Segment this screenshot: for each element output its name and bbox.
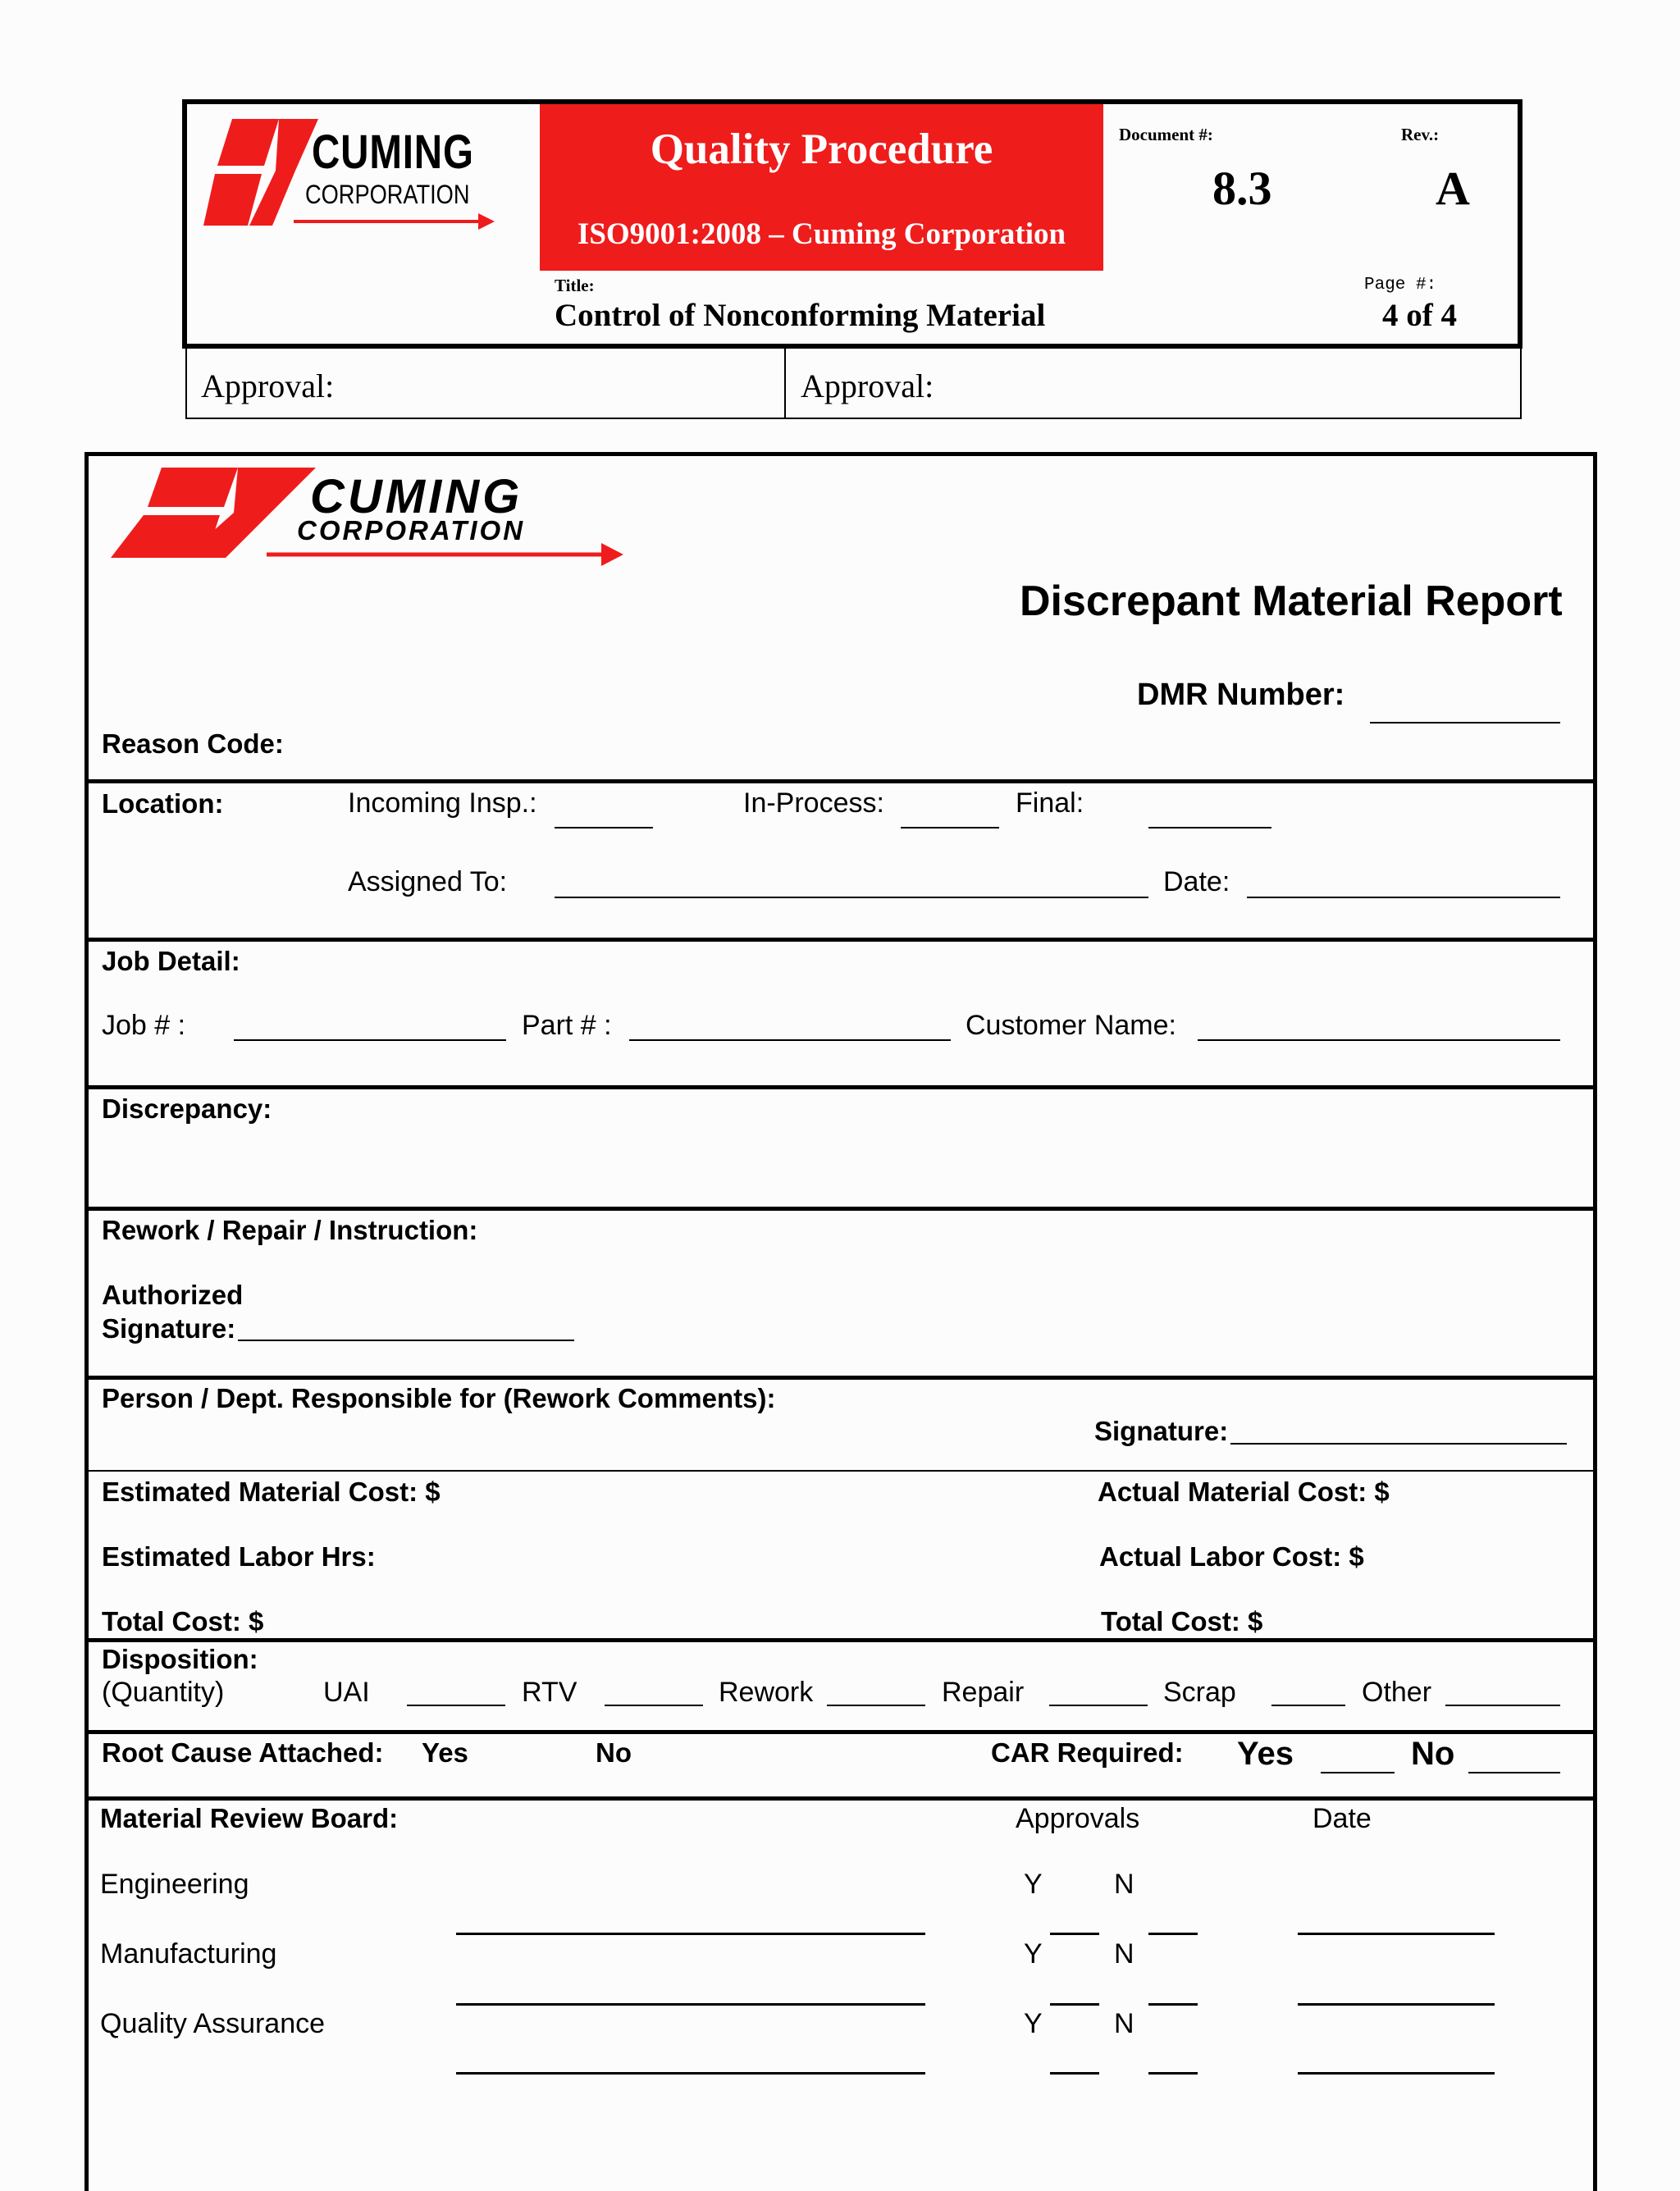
root-cause-yes[interactable]: Yes <box>422 1737 468 1768</box>
incoming-insp-label: Incoming Insp.: <box>348 787 537 819</box>
logo-red-block <box>217 119 279 166</box>
rework-disp-label: Rework <box>719 1677 814 1708</box>
responsible-signature-field[interactable] <box>1230 1443 1567 1445</box>
total-cost-left-label: Total Cost: $ <box>102 1606 264 1636</box>
uai-label: UAI <box>323 1677 370 1708</box>
scrap-field[interactable] <box>1271 1705 1345 1706</box>
final-label: Final: <box>1016 787 1084 819</box>
part-number-label: Part # : <box>522 1010 612 1041</box>
rework-disp-field[interactable] <box>827 1705 925 1706</box>
dmr-number-field[interactable] <box>1370 722 1560 723</box>
date-label: Date: <box>1163 866 1230 897</box>
section-divider <box>86 1376 1596 1380</box>
car-yes[interactable]: Yes <box>1237 1736 1294 1772</box>
rtv-field[interactable] <box>605 1705 703 1706</box>
logo-red-block <box>203 174 262 226</box>
section-divider <box>86 1638 1596 1642</box>
part-number-field[interactable] <box>629 1039 951 1041</box>
logo-arrow-head <box>601 543 623 566</box>
mrb-yes-label: Y <box>1024 1869 1043 1900</box>
disposition-label: Disposition: <box>102 1644 258 1674</box>
quantity-label: (Quantity) <box>102 1677 225 1708</box>
banner-title: Quality Procedure <box>650 126 993 173</box>
authorized-signature-field[interactable] <box>238 1340 574 1341</box>
mrb-no-label: N <box>1114 1869 1134 1900</box>
approval-right-label[interactable]: Approval: <box>801 367 934 404</box>
banner-subtitle: ISO9001:2008 – Cuming Corporation <box>577 217 1066 251</box>
mrb-no-field[interactable] <box>1148 2072 1198 2075</box>
car-required-label: CAR Required: <box>991 1737 1184 1768</box>
est-labor-hrs-label: Estimated Labor Hrs: <box>102 1541 376 1572</box>
uai-field[interactable] <box>407 1705 505 1706</box>
incoming-insp-field[interactable] <box>555 827 653 828</box>
mrb-no-label: N <box>1114 2008 1134 2039</box>
mrb-signature-field[interactable] <box>456 2003 925 2006</box>
total-cost-right-label: Total Cost: $ <box>1101 1606 1263 1636</box>
form-logo-text: CUMING <box>310 470 523 523</box>
mrb-yes-field[interactable] <box>1050 2072 1099 2075</box>
title-label: Title: <box>555 276 595 295</box>
mrb-date-field[interactable] <box>1298 1933 1495 1935</box>
form-logo-sub: CORPORATION <box>297 515 526 545</box>
section-divider <box>86 938 1596 942</box>
title-value: Control of Nonconforming Material <box>555 298 1046 333</box>
section-divider <box>86 1207 1596 1211</box>
actual-labor-cost-label: Actual Labor Cost: $ <box>1099 1541 1364 1572</box>
logo-arrow-head <box>478 213 495 230</box>
repair-field[interactable] <box>1049 1705 1148 1706</box>
rev-label: Rev.: <box>1401 125 1440 144</box>
job-detail-label: Job Detail: <box>102 946 240 976</box>
dmr-number-label: DMR Number: <box>1137 678 1345 712</box>
mrb-no-label: N <box>1114 1938 1134 1970</box>
mrb-yes-field[interactable] <box>1050 1933 1099 1935</box>
page-value: 4 of 4 <box>1382 298 1457 333</box>
dmr-form-border <box>84 452 1597 2191</box>
scrap-label: Scrap <box>1163 1677 1236 1708</box>
mrb-approvals-header: Approvals <box>1016 1803 1140 1834</box>
section-divider <box>86 1730 1596 1734</box>
car-no-field[interactable] <box>1468 1772 1560 1773</box>
est-material-cost-label: Estimated Material Cost: $ <box>102 1477 441 1507</box>
car-yes-field[interactable] <box>1321 1772 1395 1773</box>
mrb-yes-label: Y <box>1024 2008 1043 2039</box>
reason-code-label: Reason Code: <box>102 728 284 759</box>
mrb-signature-field[interactable] <box>456 1933 925 1935</box>
authorized-signature-label: Signature: <box>102 1313 236 1344</box>
customer-name-field[interactable] <box>1198 1039 1560 1041</box>
header-logo-sub: CORPORATION <box>305 180 470 209</box>
other-field[interactable] <box>1445 1705 1560 1706</box>
page-label: Page #: <box>1364 276 1437 294</box>
final-field[interactable] <box>1148 827 1271 828</box>
actual-material-cost-label: Actual Material Cost: $ <box>1098 1477 1390 1507</box>
header-logo-text: CUMING <box>312 126 474 179</box>
customer-name-label: Customer Name: <box>966 1010 1176 1041</box>
assigned-to-field[interactable] <box>555 897 1148 898</box>
rework-label: Rework / Repair / Instruction: <box>102 1215 478 1245</box>
in-process-field[interactable] <box>901 827 999 828</box>
mrb-signature-field[interactable] <box>456 2072 925 2075</box>
form-title: Discrepant Material Report <box>1020 577 1563 625</box>
discrepancy-label: Discrepancy: <box>102 1093 272 1124</box>
responsible-signature-label: Signature: <box>1094 1416 1229 1446</box>
responsible-label: Person / Dept. Responsible for (Rework Comments): <box>102 1383 776 1413</box>
section-divider <box>86 1796 1596 1801</box>
logo-red-block <box>148 468 238 507</box>
assigned-to-label: Assigned To: <box>348 866 508 897</box>
mrb-label: Material Review Board: <box>100 1803 399 1833</box>
mrb-yes-field[interactable] <box>1050 2003 1099 2006</box>
authorized-label: Authorized <box>102 1280 244 1310</box>
approval-divider <box>784 349 786 419</box>
rtv-label: RTV <box>522 1677 578 1708</box>
mrb-row-name: Engineering <box>100 1869 249 1900</box>
job-number-label: Job # : <box>102 1010 186 1041</box>
mrb-date-field[interactable] <box>1298 2003 1495 2006</box>
cost-divider <box>86 1470 1596 1472</box>
root-cause-no[interactable]: No <box>596 1737 632 1768</box>
section-divider <box>86 1085 1596 1089</box>
job-number-field[interactable] <box>234 1039 506 1041</box>
approval-left-label[interactable]: Approval: <box>201 367 335 404</box>
location-label: Location: <box>102 788 224 819</box>
root-cause-label: Root Cause Attached: <box>102 1737 384 1768</box>
document-label: Document #: <box>1119 125 1213 144</box>
car-no[interactable]: No <box>1411 1736 1455 1772</box>
repair-label: Repair <box>942 1677 1025 1708</box>
in-process-label: In-Process: <box>743 787 884 819</box>
mrb-row-name: Manufacturing <box>100 1938 277 1970</box>
mrb-row-name: Quality Assurance <box>100 2008 326 2039</box>
mrb-date-header: Date <box>1312 1803 1372 1834</box>
section-divider <box>86 779 1596 783</box>
mrb-date-field[interactable] <box>1298 2072 1495 2075</box>
rev-value: A <box>1436 162 1470 215</box>
date-field[interactable] <box>1247 897 1560 898</box>
mrb-no-field[interactable] <box>1148 2003 1198 2006</box>
mrb-yes-label: Y <box>1024 1938 1043 1970</box>
mrb-no-field[interactable] <box>1148 1933 1198 1935</box>
document-value: 8.3 <box>1212 162 1272 215</box>
other-label: Other <box>1362 1677 1432 1708</box>
